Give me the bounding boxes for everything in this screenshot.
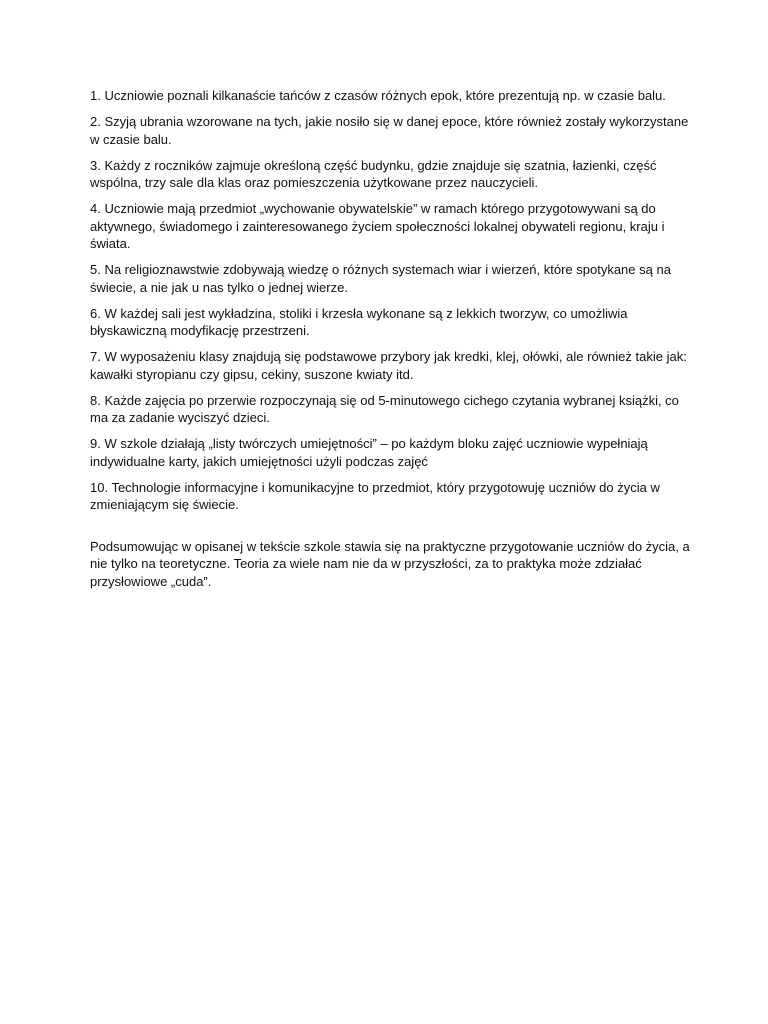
list-item: 3. Każdy z roczników zajmuje określoną część budynku, gdzie znajduje się szatnia, łazienki, część wspólna, trzy sale dla klas oraz pomieszczenia użytkowane przez nauczycieli. bbox=[90, 157, 657, 190]
list-item: 5. Na religioznawstwie zdobywają wiedzę o różnych systemach wiar i wierzeń, które spotykane są na świecie, a nie jak u nas tylko o jednej wierze. bbox=[90, 262, 671, 295]
list-item: 4. Uczniowie mają przedmiot „wychowanie obywatelskie” w ramach którego przygotowywani są do aktywnego, świadomego i zainteresowanego życiem społeczności lokalnej obywateli regionu, kraju i świata. bbox=[90, 201, 665, 251]
summary-paragraph: Podsumowując w opisanej w tekście szkole stawia się na praktyczne przygotowanie uczniów do życia, a nie tylko na teoretyczne. Teoria za wiele nam nie da w przyszłości, za to praktyka może zdziałać przysłowiowe „cuda”. bbox=[90, 538, 690, 589]
list-item: 2. Szyją ubrania wzorowane na tych, jakie nosiło się w danej epoce, które również zostały wykorzystane w czasie balu. bbox=[90, 114, 689, 147]
list-item: 9. W szkole działają „listy twórczych umiejętności” – po każdym bloku zajęć uczniowie wypełniają indywidualne karty, jakich umiejętności użyli podczas zajęć bbox=[90, 436, 648, 469]
list-item: 1. Uczniowie poznali kilkanaście tańców z czasów różnych epok, które prezentują np. w czasie balu. bbox=[90, 88, 666, 103]
list-item: 6. W każdej sali jest wykładzina, stoliki i krzesła wykonane są z lekkich tworzyw, co umożliwia błyskawiczną modyfikację przestrzeni. bbox=[90, 305, 628, 338]
document-body bbox=[90, 87, 690, 599]
list-item: 10. Technologie informacyjne i komunikacyjne to przedmiot, który przygotowuję uczniów do życia w zmieniającym się świecie. bbox=[90, 479, 660, 512]
list-item: 8. Każde zajęcia po przerwie rozpoczynają się od 5-minutowego cichego czytania wybranej książki, co ma za zadanie wyciszyć dzieci. bbox=[90, 392, 679, 425]
list-item: 7. W wyposażeniu klasy znajdują się podstawowe przybory jak kredki, klej, ołówki, ale również takie jak: kawałki styropianu czy gipsu, cekiny, suszone kwiaty itd. bbox=[90, 349, 687, 382]
